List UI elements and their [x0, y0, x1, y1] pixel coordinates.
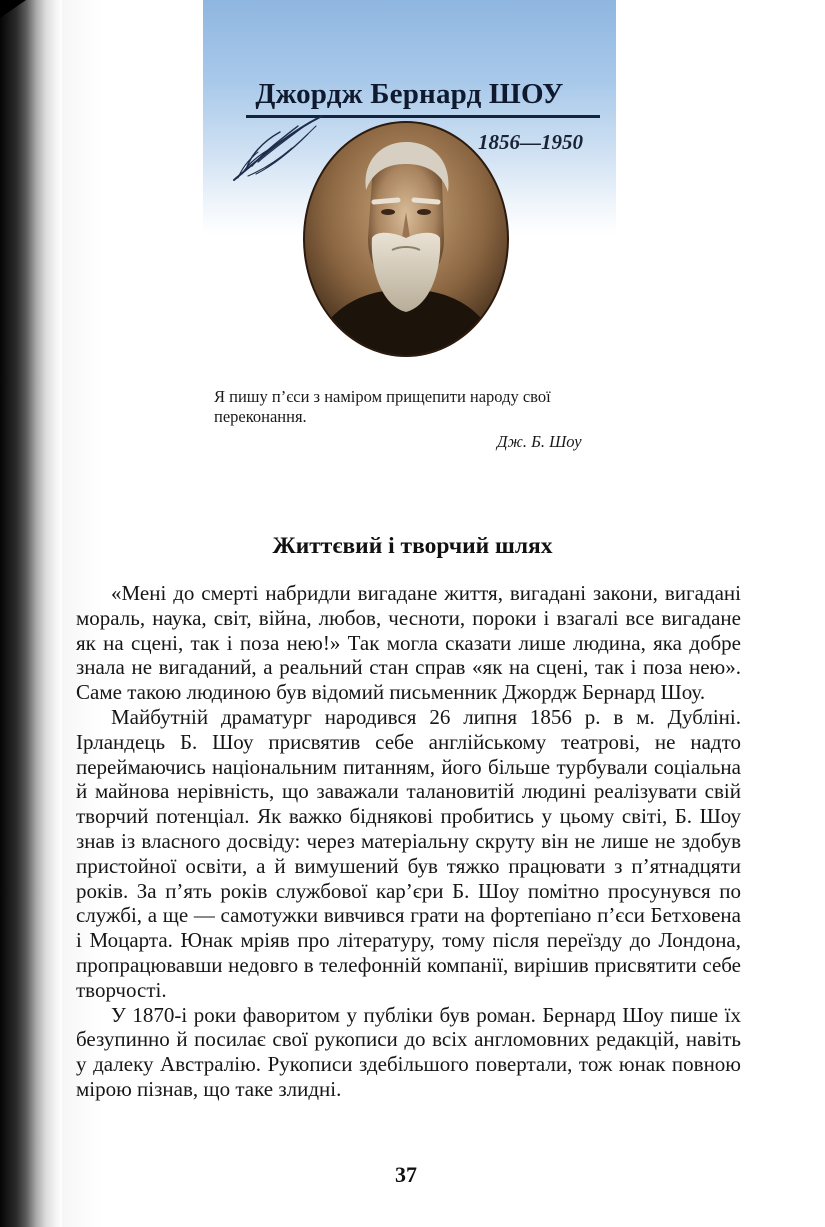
- section-heading: Життєвий і творчий шлях: [272, 533, 553, 559]
- paragraph: Майбутній драматург народився 26 липня 1856 р. в м. Дубліні. Ірландець Б. Шоу присвятив себе англійському театрові, не надто переймаючись національним питанням, його більше турбували соціальна й майнова нерівність, що заважали талановитій людині реалізувати свій творчий потенціал. Як важко біднякові пробитись у цьому світі, Б. Шоу знав із власного досвіду: через матеріальну скруту він не лише не здобув пристойної освіти, а й вимушений був тяжко працювати з п’ятнадцяти років. За п’ять років службової кар’єри Б. Шоу помітно просунувся по службі, а ще — самотужки вивчився грати на фортепіано п’єси Бетховена і Моцарта. Юнак мріяв про літературу, тому після переїзду до Лондона, пропрацювавши недовго в телефонній компанії, вирішив присвятити себе творчості.: [76, 704, 741, 1002]
- author-title: Джордж Бернард ШОУ: [255, 78, 564, 110]
- epigraph-author: Дж. Б. Шоу: [497, 432, 582, 451]
- paragraph: «Мені до смерті набридли вигадане життя, вигадані закони, вигадані мораль, наука, світ, війна, любов, чесноти, пороки і взагалі все вигадане як на сцені, так і поза нею!» Так могла сказати лише людина, яка добре знала не вигаданий, а реальний стан справ «як на сцені, так і поза нею». Саме такою людиною був відомий письменник Джордж Бернард Шоу.: [76, 581, 741, 705]
- body-text: [76, 581, 741, 1102]
- book-spine-shadow: [0, 0, 62, 1227]
- life-years: 1856—1950: [478, 130, 583, 154]
- page-number: 37: [395, 1162, 417, 1187]
- author-portrait: [302, 120, 510, 358]
- epigraph-quote: Я пишу п’єси з наміром прищепити народу свої переконання.: [214, 387, 551, 426]
- page-corner: [0, 0, 26, 18]
- paragraph: У 1870-і роки фаворитом у публіки був роман. Бернард Шоу пише їх безупинно й посилає свої рукописи до всіх англомовних редакцій, навіть у далеку Австралію. Рукописи здебільшого повертали, тож юнак повною мірою пізнав, що таке злидні.: [76, 1002, 741, 1101]
